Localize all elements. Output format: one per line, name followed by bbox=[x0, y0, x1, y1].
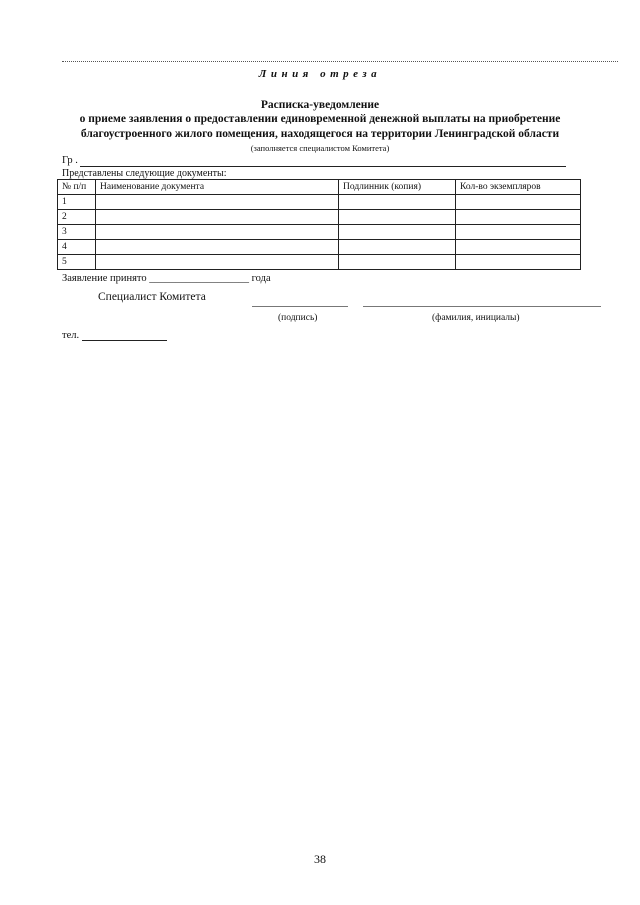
original-copy-cell[interactable] bbox=[339, 255, 456, 270]
documents-intro: Представлены следующие документы: bbox=[62, 168, 227, 179]
row-number: 4 bbox=[58, 240, 96, 255]
original-copy-cell[interactable] bbox=[339, 195, 456, 210]
cut-line bbox=[62, 61, 618, 62]
copies-count-cell[interactable] bbox=[456, 225, 581, 240]
page-number: 38 bbox=[314, 852, 326, 866]
row-number: 5 bbox=[58, 255, 96, 270]
document-name-cell[interactable] bbox=[96, 210, 339, 225]
document-name-cell[interactable] bbox=[96, 240, 339, 255]
row-number: 1 bbox=[58, 195, 96, 210]
header-document-name: Наименование документа bbox=[96, 180, 339, 195]
phone-label: тел. bbox=[62, 330, 80, 341]
copies-count-cell[interactable] bbox=[456, 240, 581, 255]
filled-by-hint: (заполняется специалистом Комитета) bbox=[250, 143, 390, 153]
citizen-name-field[interactable] bbox=[80, 166, 566, 167]
copies-count-cell[interactable] bbox=[456, 210, 581, 225]
signature-field[interactable] bbox=[252, 306, 348, 307]
copies-count-cell[interactable] bbox=[456, 195, 581, 210]
original-copy-cell[interactable] bbox=[339, 240, 456, 255]
citizen-label: Гр . bbox=[62, 155, 78, 166]
row-number: 3 bbox=[58, 225, 96, 240]
table-header-row bbox=[58, 180, 581, 195]
specialist-label: Специалист Комитета bbox=[98, 291, 206, 303]
receipt-subtitle-line-2: благоустроенного жилого помещения, находящегося на территории Ленинградской области bbox=[80, 128, 560, 140]
receipt-subtitle-line-1: о приеме заявления о предоставлении единовременной денежной выплаты на приобретение bbox=[79, 113, 561, 125]
document-name-cell[interactable] bbox=[96, 225, 339, 240]
document-name-cell[interactable] bbox=[96, 255, 339, 270]
original-copy-cell[interactable] bbox=[339, 210, 456, 225]
name-hint: (фамилия, инициалы) bbox=[432, 313, 520, 323]
table-row bbox=[58, 240, 581, 255]
specialist-name-field[interactable] bbox=[363, 306, 601, 307]
phone-field[interactable] bbox=[82, 340, 167, 341]
application-accepted-line: Заявление принято ___________________ года bbox=[62, 273, 271, 284]
cut-line-label: Линия отреза bbox=[258, 68, 382, 80]
header-original-copy: Подлинник (копия) bbox=[339, 180, 456, 195]
documents-table bbox=[57, 179, 581, 270]
header-number: № п/п bbox=[58, 180, 96, 195]
header-copies-count: Кол-во экземпляров bbox=[456, 180, 581, 195]
copies-count-cell[interactable] bbox=[456, 255, 581, 270]
original-copy-cell[interactable] bbox=[339, 225, 456, 240]
row-number: 2 bbox=[58, 210, 96, 225]
table-row bbox=[58, 225, 581, 240]
table-row bbox=[58, 210, 581, 225]
signature-hint: (подпись) bbox=[278, 313, 318, 323]
table-row bbox=[58, 195, 581, 210]
table-row bbox=[58, 255, 581, 270]
document-name-cell[interactable] bbox=[96, 195, 339, 210]
receipt-title: Расписка-уведомление bbox=[260, 99, 380, 111]
